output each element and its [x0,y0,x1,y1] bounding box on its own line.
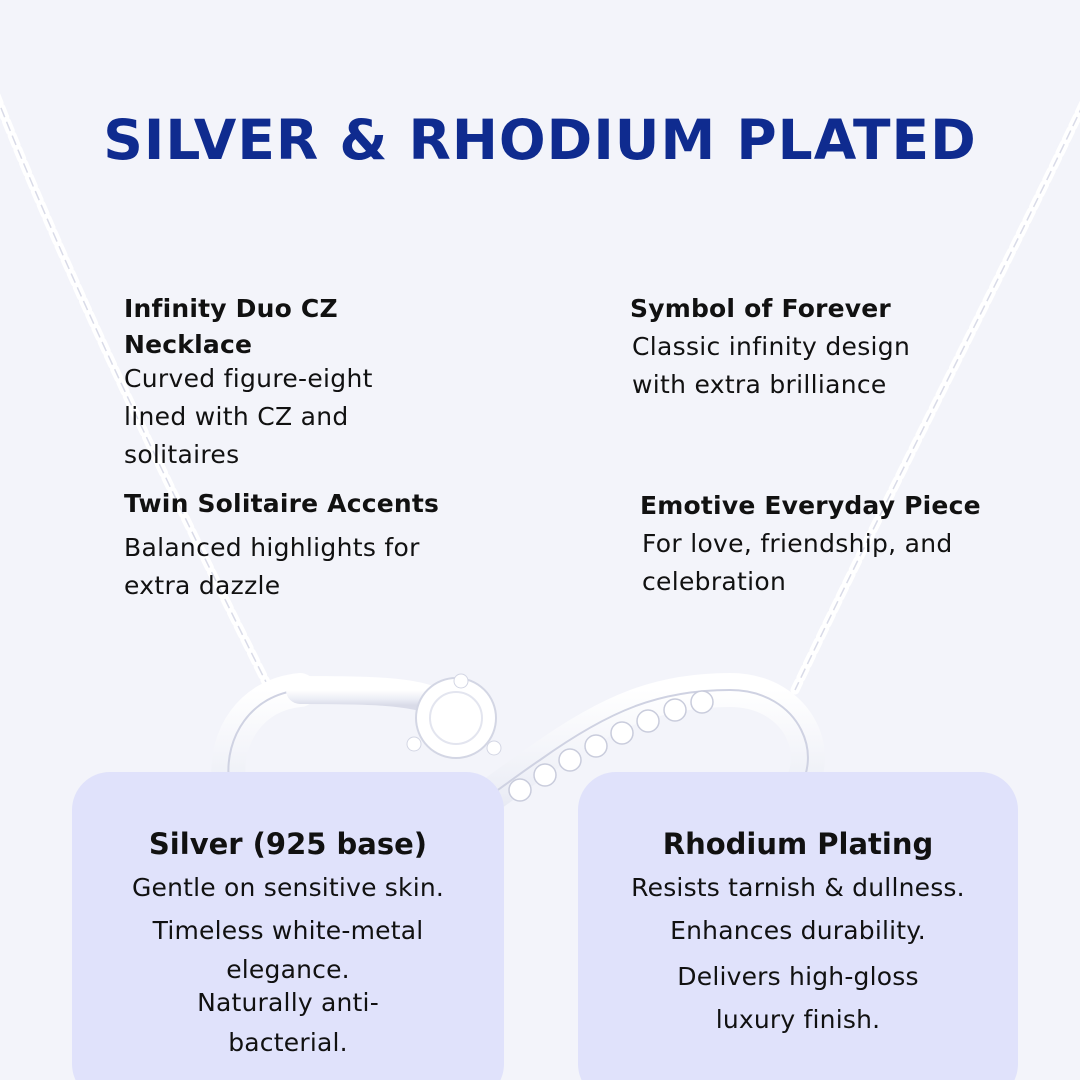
feature-heading: Symbol of Forever [630,294,891,323]
silver-card [72,772,504,1080]
card-line: Naturally anti- [197,988,379,1017]
page-title: SILVER & RHODIUM PLATED [103,108,977,172]
card-line: elegance. [226,955,350,984]
feature-desc-line: Classic infinity design [632,332,911,361]
feature-desc-line: lined with CZ and [124,402,349,431]
feature-desc-line: Curved figure-eight [124,364,373,393]
feature-desc-line: celebration [642,567,787,596]
card-title: Rhodium Plating [662,827,934,861]
feature-infinity-duo [124,290,444,474]
feature-desc-line: Balanced highlights for [124,533,420,562]
card-line: Resists tarnish & dullness. [631,873,965,902]
card-line: bacterial. [228,1028,348,1057]
feature-heading-line: Necklace [124,330,253,359]
feature-twin-solitaire [124,485,524,605]
card-line: Gentle on sensitive skin. [131,873,445,902]
feature-desc-line: with extra brilliance [632,370,887,399]
rhodium-card [578,772,1018,1080]
card-line: Enhances durability. [670,916,926,945]
feature-heading: Emotive Everyday Piece [640,491,981,520]
feature-heading: Twin Solitaire Accents [124,489,440,518]
feature-desc-line: solitaires [124,440,240,469]
feature-emotive-everyday [640,487,1060,601]
feature-heading-line: Infinity Duo CZ [124,294,338,323]
feature-desc-line: extra dazzle [124,571,281,600]
card-line: luxury finish. [715,1005,881,1034]
card-line: Timeless white-metal [152,916,424,945]
feature-symbol-forever [630,290,1030,404]
feature-desc-line: For love, friendship, and [642,529,953,558]
card-title: Silver (925 base) [148,827,428,861]
card-line: Delivers high-gloss [677,962,919,991]
